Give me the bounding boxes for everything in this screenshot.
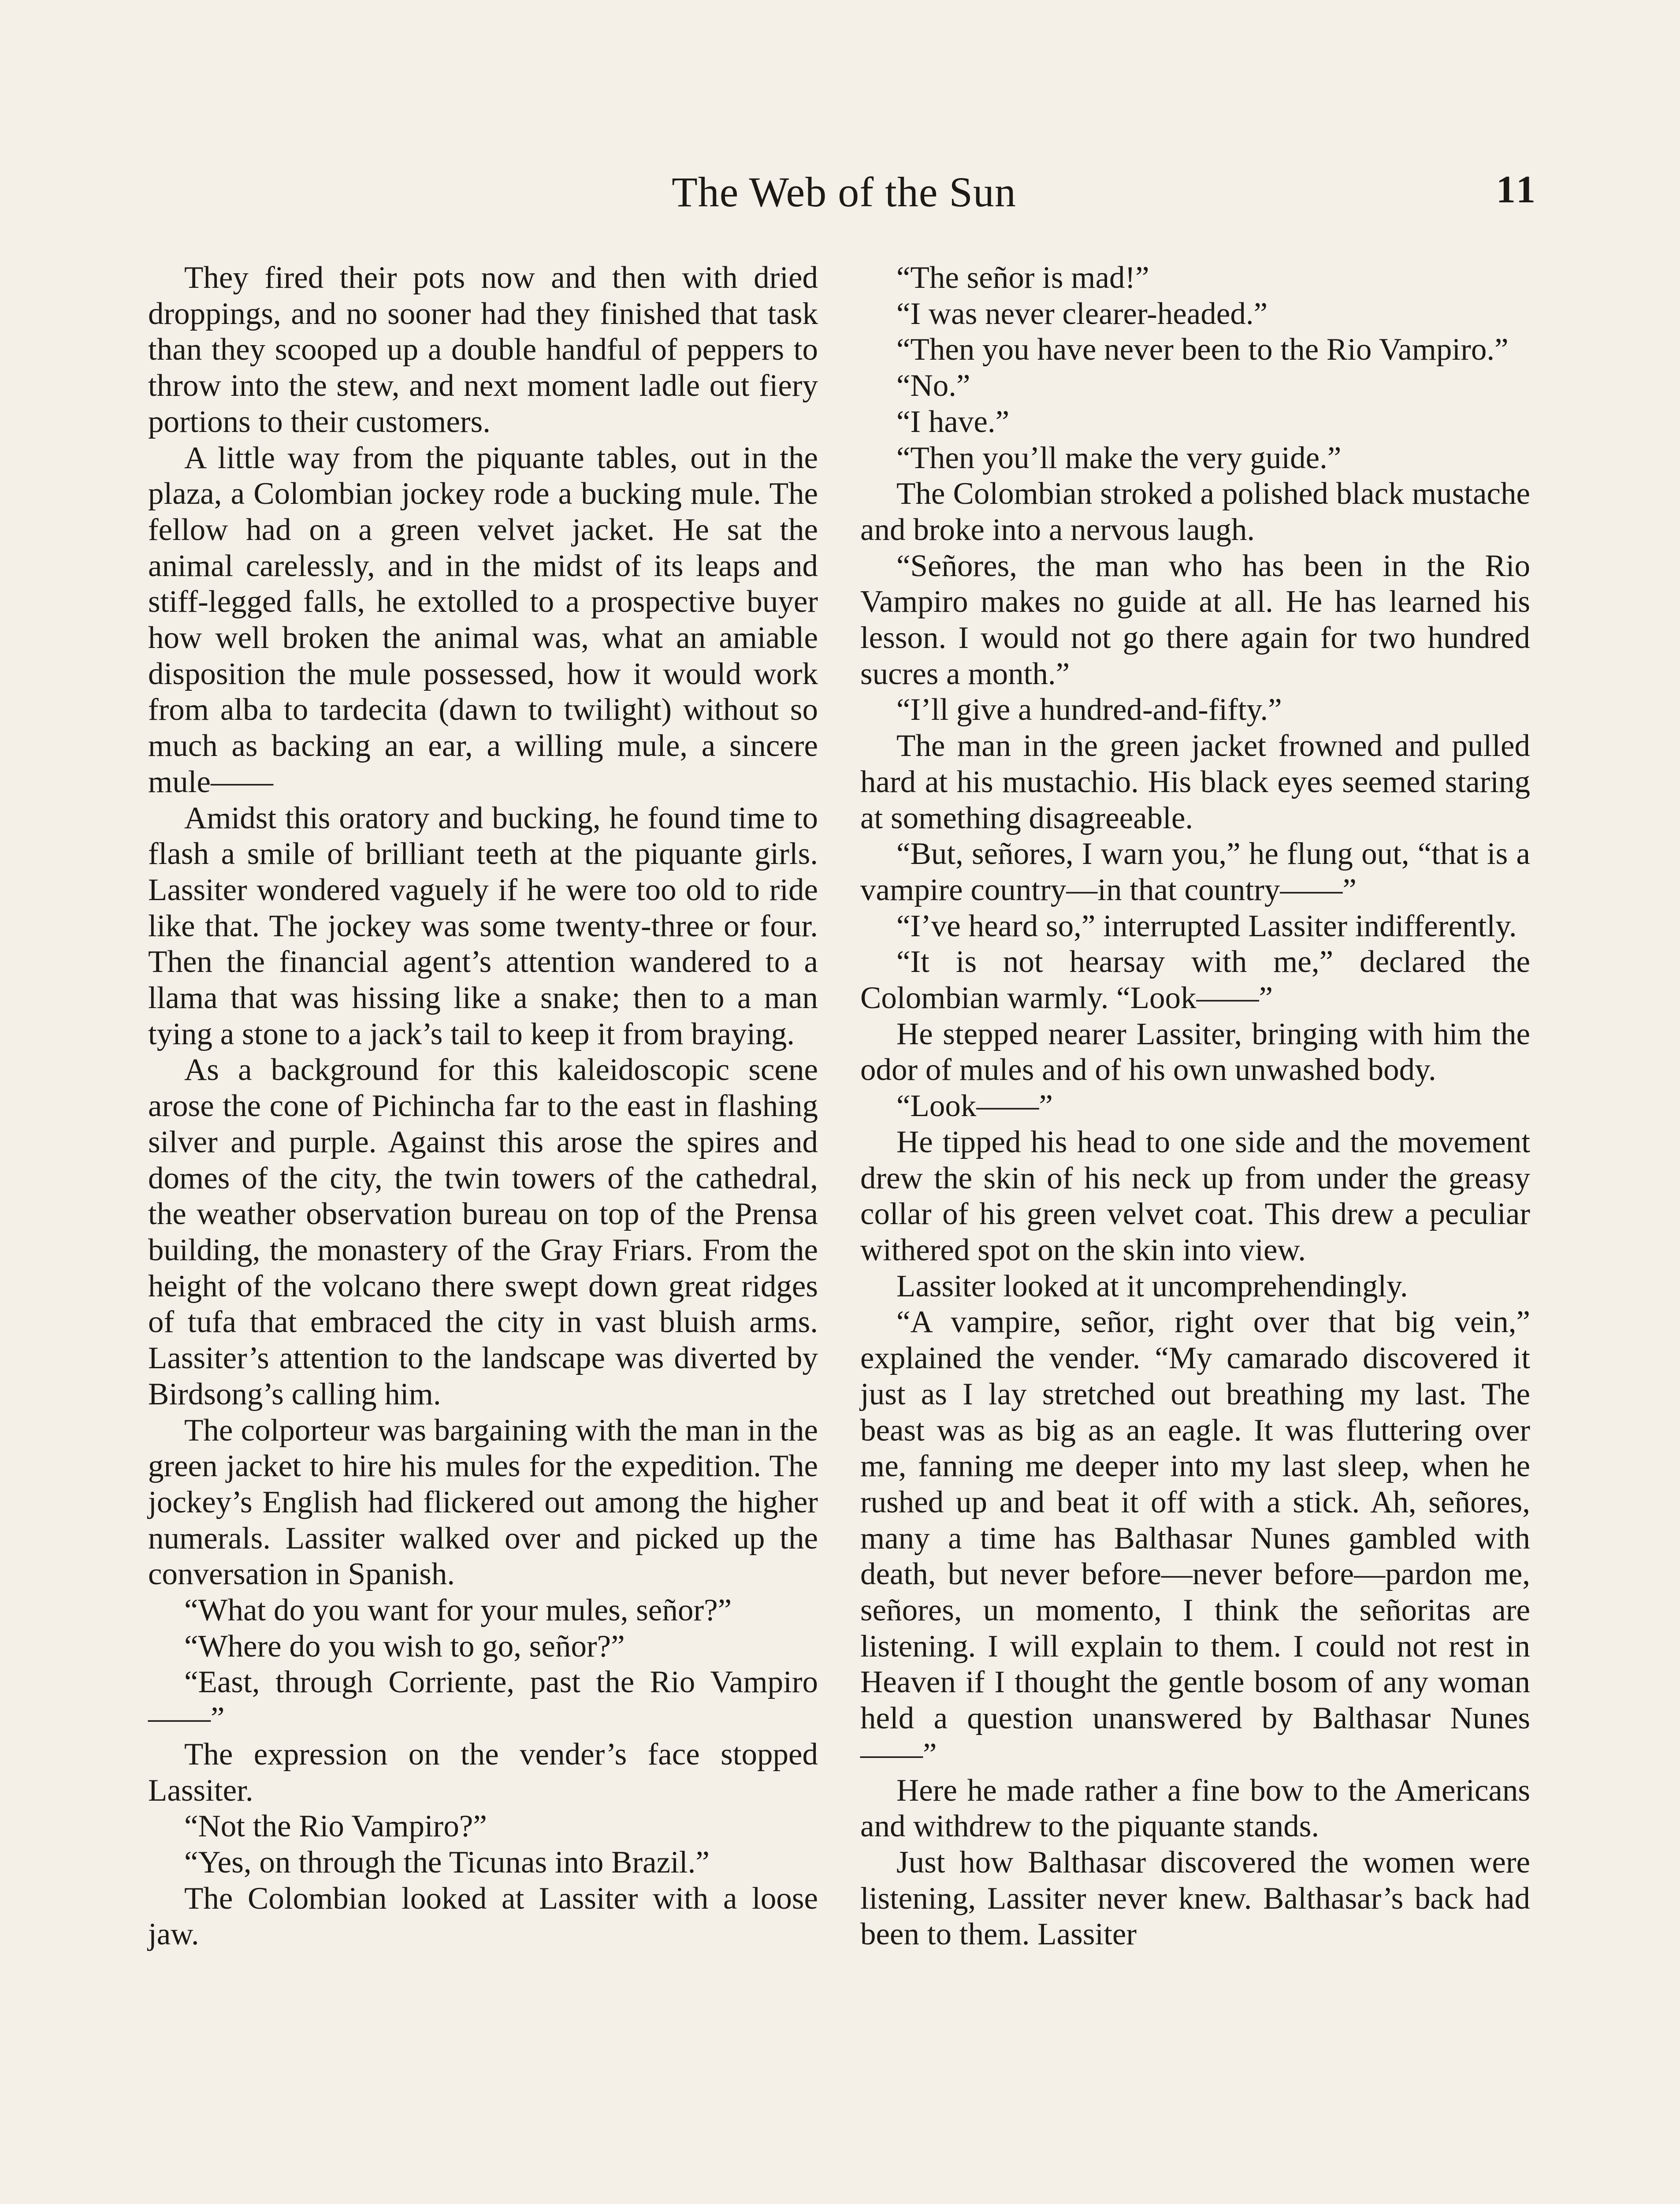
paragraph: “Then you’ll make the very guide.” (896, 440, 1342, 475)
paragraph: “Señores, the man who has been in the Rio Vampiro makes no guide at all. He has learned his lesson. I would not go there again for two hundred sucres a month.” (860, 548, 1530, 691)
paragraph: “I’ve heard so,” interrupted Lassiter indifferently. (896, 908, 1517, 943)
paragraph: The colporteur was bargaining with the man in the green jacket to hire his mules for the expedition. The jockey’s English had flickered out among the higher numerals. Lassiter walked over and picked up the conversation in Spanish. (148, 1413, 818, 1592)
paragraph: “I have.” (896, 404, 1010, 439)
paragraph: “No.” (896, 369, 970, 403)
paragraph: Here he made rather a fine bow to the Americans and withdrew to the piquante stands. (860, 1773, 1530, 1844)
running-title: The Web of the Sun (672, 168, 1016, 216)
right-column (860, 260, 1530, 1953)
paragraph: The Colombian stroked a polished black mustache and broke into a nervous laugh. (860, 477, 1530, 547)
paragraph: The Colombian looked at Lassiter with a loose jaw. (148, 1881, 818, 1952)
paragraph: “I’ll give a hundred-and-fifty.” (896, 692, 1282, 727)
left-column (148, 260, 818, 1953)
paragraph: “Yes, on through the Ticunas into Brazil.” (184, 1845, 710, 1880)
paragraph: “I was never clearer-headed.” (896, 296, 1268, 331)
paragraph: As a background for this kaleidoscopic scene arose the cone of Pichincha far to the east in flashing silver and purple. Against this arose the spires and domes of the city, the twin towers of the cathedral, the weather observation bureau on top of the Prensa building, the monastery of the Gray Friars. From the height of the volcano there swept down great ridges of tufa that embraced the city in vast bluish arms. Lassiter’s attention to the landscape was diverted by Birdsong’s calling him. (148, 1053, 818, 1411)
paragraph: Just how Balthasar discovered the women were listening, Lassiter never knew. Balthasar’s back had been to them. Lassiter (860, 1845, 1530, 1952)
page-header (150, 163, 1538, 225)
paragraph: “East, through Corriente, past the Rio Vampiro——” (148, 1665, 818, 1736)
paragraph: “But, señores, I warn you,” he flung out, “that is a vampire country—in that country——” (860, 837, 1530, 907)
page-number: 11 (1496, 168, 1538, 211)
paragraph: “Where do you wish to go, señor?” (184, 1629, 625, 1664)
paragraph: Amidst this oratory and bucking, he found time to flash a smile of brilliant teeth at the piquante girls. Lassiter wondered vaguely if he were too old to ride like that. The jockey was some twenty-three or four. Then the financial agent’s attention wandered to a llama that was hissing like a snake; then to a man tying a stone to a jack’s tail to keep it from braying. (148, 800, 818, 1051)
paragraph: “Then you have never been to the Rio Vampiro.” (896, 332, 1509, 367)
paragraph: The man in the green jacket frowned and pulled hard at his mustachio. His black eyes seemed staring at something disagreeable. (860, 729, 1530, 835)
paragraph: “A vampire, señor, right over that big vein,” explained the vender. “My camarado discovered it just as I lay stretched out breathing my last. The beast was as big as an eagle. It was fluttering over me, fanning me deeper into my last sleep, when he rushed up and beat it off with a stick. Ah, señores, many a time has Balthasar Nunes gambled with death, but never before—never before—pardon me, señores, un momento, I think the señoritas are listening. I will explain to them. I could not rest in Heaven if I thought the gentle bosom of any woman held a question unanswered by Balthasar Nunes——” (860, 1305, 1530, 1772)
paragraph: “The señor is mad!” (896, 261, 1149, 295)
paragraph: Lassiter looked at it uncomprehendingly. (896, 1269, 1408, 1303)
paragraph: A little way from the piquante tables, out in the plaza, a Colombian jockey rode a bucking mule. The fellow had on a green velvet jacket. He sat the animal carelessly, and in the midst of its leaps and stiff-legged falls, he extolled to a prospective buyer how well broken the animal was, what an amiable disposition the mule possessed, how it would work from alba to tardecita (dawn to twilight) without so much as backing an ear, a willing mule, a sincere mule—— (148, 440, 818, 799)
paragraph: The expression on the vender’s face stopped Lassiter. (148, 1737, 818, 1808)
paragraph: “Not the Rio Vampiro?” (184, 1809, 487, 1844)
paragraph: He tipped his head to one side and the movement drew the skin of his neck up from under the greasy collar of his green velvet coat. This drew a peculiar withered spot on the skin into view. (860, 1124, 1530, 1267)
paragraph: “Look——” (896, 1089, 1053, 1124)
paragraph: “It is not hearsay with me,” declared the Colombian warmly. “Look——” (860, 945, 1530, 1016)
paragraph: They fired their pots now and then with dried droppings, and no sooner had they finished that task than they scooped up a double handful of peppers to throw into the stew, and next moment ladle out fiery portions to their customers. (148, 261, 818, 439)
paragraph: “What do you want for your mules, señor?” (184, 1593, 732, 1628)
paragraph: He stepped nearer Lassiter, bringing with him the odor of mules and of his own unwashed body. (860, 1016, 1530, 1087)
